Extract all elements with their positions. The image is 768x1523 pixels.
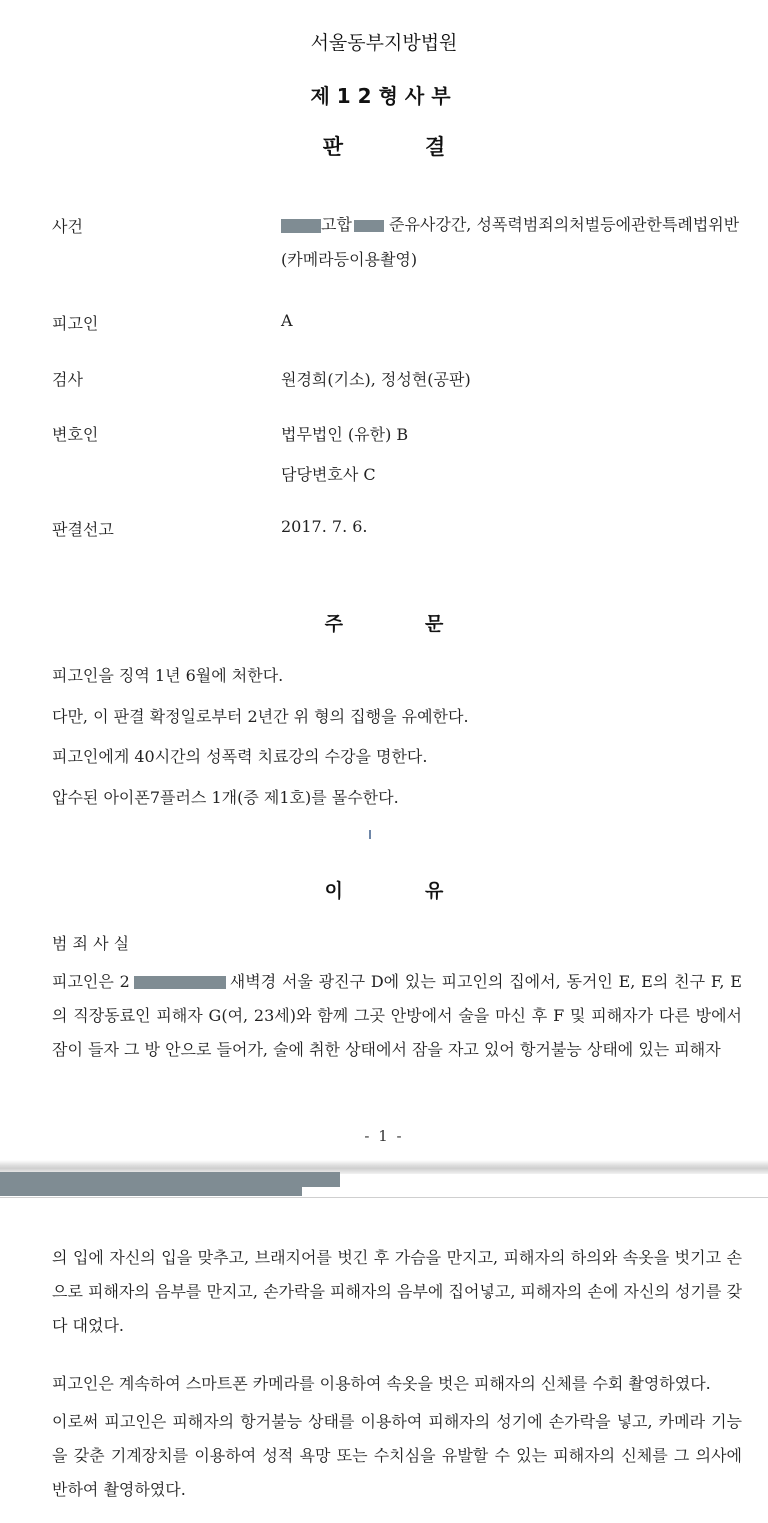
ruling-line: 피고인에게 40시간의 성폭력 치료강의 수강을 명한다.: [52, 747, 428, 766]
court-name: 서울동부지방법원: [310, 32, 458, 54]
redaction: [0, 1172, 340, 1187]
page-number: - 1 -: [364, 1127, 404, 1145]
cursor-mark: [369, 830, 371, 839]
facts-paragraph-4: 이로써 피고인은 피해자의 항거불능 상태를 이용하여 피해자의 성기에 손가락을 넣고, 카메라 기능을 갖춘 기계장치를 이용하여 성적 욕망 또는 수치심을 유발할 수 있는 피해자의 신체를 그 의사에 반하여 촬영하였다.: [52, 1412, 742, 1499]
redaction: [0, 1187, 302, 1196]
facts-paragraph-2: 의 입에 자신의 입을 맞추고, 브래지어를 벗긴 후 가슴을 만지고, 피해자의 하의와 속옷을 벗기고 손으로 피해자의 음부를 만지고, 손가락을 피해자의 음부에 집어넣고, 피해자의 손에 자신의 성기를 갖다 대었다.: [52, 1248, 742, 1335]
redaction: [354, 220, 384, 232]
document-title-right: 결: [425, 135, 446, 159]
judgment-date-label: 판결선고: [52, 520, 114, 539]
facts-p1-start: 피고인은 2: [52, 972, 130, 991]
ruling-title-left: 주: [324, 613, 343, 635]
ruling-line: 다만, 이 판결 확정일로부터 2년간 위 형의 집행을 유예한다.: [52, 707, 469, 726]
reasons-title: [0, 876, 768, 903]
redaction: [134, 976, 226, 989]
reasons-title-left: 이: [324, 880, 343, 902]
case-label: 사건: [52, 217, 83, 236]
division-name: 제12형사부: [310, 84, 458, 108]
counsel-attorney: 담당변호사 C: [281, 465, 376, 484]
counsel-firm: 법무법인 (유한) B: [281, 425, 409, 444]
prosecutor-value: 원경희(기소), 정성현(공판): [281, 370, 471, 389]
header-divider: [0, 1197, 768, 1198]
case-value-part-2: 준유사강간, 성폭력범죄의처벌등에관한특례법위반(카메라등이용촬영): [281, 215, 740, 269]
defendant-label: 피고인: [52, 314, 99, 333]
ruling-title: [0, 609, 768, 636]
redaction: [281, 219, 321, 233]
defendant-value: A: [281, 311, 293, 330]
case-value-part-1: 고합: [321, 215, 352, 234]
counsel-label: 변호인: [52, 425, 99, 444]
document-title: [0, 131, 768, 161]
facts-paragraph-3: 피고인은 계속하여 스마트폰 카메라를 이용하여 속옷을 벗은 피해자의 신체를 수회 촬영하였다.: [52, 1374, 711, 1393]
reasons-title-right: 유: [425, 880, 444, 902]
ruling-line: 압수된 아이폰7플러스 1개(증 제1호)를 몰수한다.: [52, 788, 399, 807]
prosecutor-label: 검사: [52, 370, 83, 389]
facts-paragraph-1: [52, 965, 742, 1077]
ruling-line: 피고인을 징역 1년 6월에 처한다.: [52, 666, 284, 685]
document-title-left: 판: [322, 135, 343, 159]
ruling-title-right: 문: [425, 613, 444, 635]
case-value: [281, 207, 741, 277]
facts-subheading: 범 죄 사 실: [52, 934, 130, 953]
judgment-date-value: 2017. 7. 6.: [281, 517, 368, 536]
facts-p1-rest: 새벽경 서울 광진구 D에 있는 피고인의 집에서, 동거인 E, E의 친구 F, E의 직장동료인 피해자 G(여, 23세)와 함께 그곳 안방에서 술을 마신 후 F 및 피해자가 다른 방에서 잠이 들자 그 방 안으로 들어가, 술에 취한 상태에서 잠을 자고 있어 항거불능 상태에 있는 피해자: [52, 972, 742, 1059]
